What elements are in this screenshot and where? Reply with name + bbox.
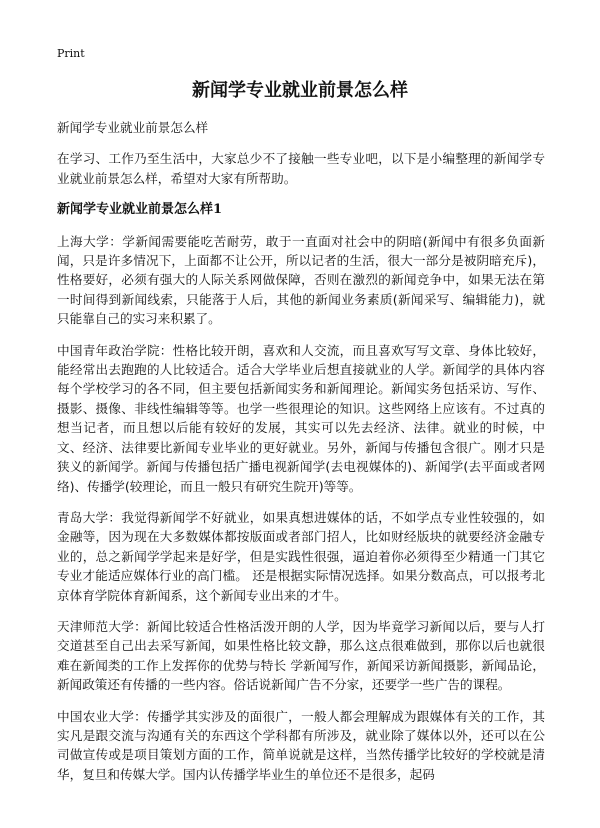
paragraph-qingdao-university: 青岛大学：我觉得新闻学不好就业，如果真想进媒体的话，不如学点专业性较强的，如金融等，因为现在大多数媒体都按版面或者部门招人，比如财经版块的就要经济金融专业的，总之新闻学学起来是好学，但是实践性很强，逼迫着你必须得至少精通一门其它专业才能适应媒体行业的高门槛。 还是根据实际情况选择。如果分数高点，可以报考北京体育学院体育新闻系，这个新闻专业出来的才牛。 xyxy=(57,509,545,603)
page-title: 新闻学专业就业前景怎么样 xyxy=(192,80,408,101)
print-link[interactable]: Print xyxy=(57,47,85,60)
paragraph-shanghai-university: 上海大学：学新闻需要能吃苦耐劳，敢于一直面对社会中的阴暗(新闻中有很多负面新闻，只是许多情况下，上面都不让公开，所以记者的生活，很大一部分是被阴暗充斥)，性格要好，必须有强大的人际关系网做保障，否则在激烈的新闻竞争中，如果无法在第一时间得到新闻线索，只能落于人后，其他的新闻业务素质(新闻采写、编辑能力)，就只能靠自己的实习来积累了。 xyxy=(57,233,545,327)
intro-paragraph: 在学习、工作乃至生活中，大家总少不了接触一些专业吧，以下是小编整理的新闻学专业就业前景怎么样，希望对大家有所帮助。 xyxy=(57,151,545,186)
paragraph-tianjin-normal-university: 天津师范大学：新闻比较适合性格活泼开朗的人学，因为毕竟学习新闻以后，要与人打交道甚至自己出去采写新闻，如果性格比较文静，那么这点很难做到，那你以后也就很难在新闻类的工作上发挥你的优势与特长 学新闻写作，新闻采访新闻摄影，新闻品论，新闻政策还有传播的一些内容。俗话说新闻广告不分家，还要学一些广告的课程。 xyxy=(57,618,545,693)
section-heading: 新闻学专业就业前景怎么样1 xyxy=(57,202,223,218)
paragraph-cyu: 中国青年政治学院：性格比较开朗，喜欢和人交流，而且喜欢写写文章、身体比较好，能经常出去跑跑的人比较适合。适合大学毕业后想直接就业的人学。新闻学的具体内容每个学校学习的各不同，但主要包括新闻实务和新闻理论。新闻实务包括采访、写作、摄影、摄像、非线性编辑等等。也学一些很理论的知识。这些网络上应该有。不过真的想当记者，而且想以后能有较好的发展，其实可以先去经济、法律。就业的时候，中文、经济、法律要比新闻专业毕业的更好就业。另外，新闻与传播包含很广。刚才只是狭义的新闻学。新闻与传播包括广播电视新闻学(去电视媒体的)、新闻学(去平面或者网络)、传播学(较理论，而且一般只有研究生院开)等等。 xyxy=(57,342,545,494)
article-body xyxy=(57,118,545,796)
article-subtitle: 新闻学专业就业前景怎么样 xyxy=(57,120,209,135)
paragraph-china-agricultural-university: 中国农业大学：传播学其实涉及的面很广，一般人都会理解成为跟媒体有关的工作，其实凡是跟交流与沟通有关的东西这个学科都有所涉及，就业除了媒体以外，还可以在公司做宣传或是项目策划方面的工作，简单说就是这样，当然传播学比较好的学校就是清华，复旦和传媒大学。国内认传播学毕业生的单位还不是很多，起码 xyxy=(57,708,545,782)
